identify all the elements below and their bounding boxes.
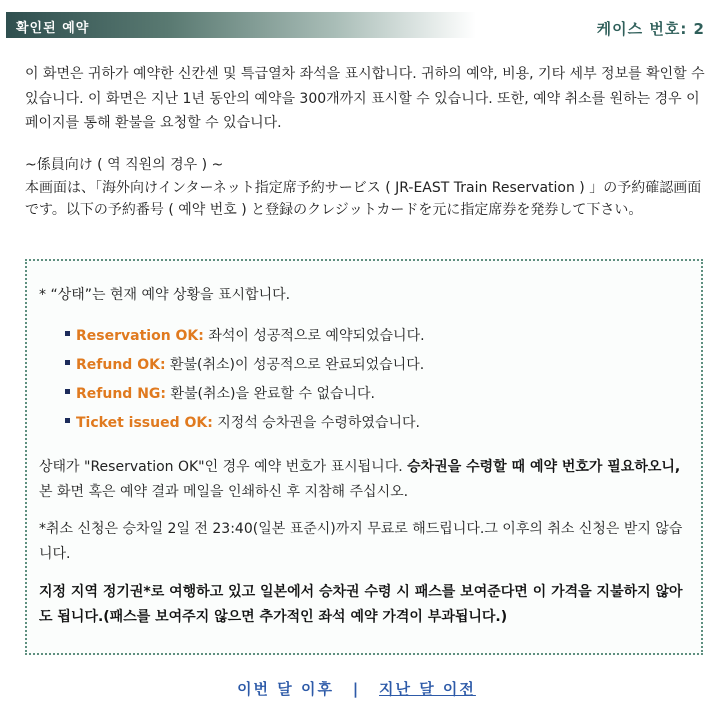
staff-notice [25, 154, 705, 222]
page-title: 확인된 예약 [16, 21, 90, 36]
pass-note: 지정 지역 정기권*로 여행하고 있고 일본에서 승차권 수령 시 패스를 보여준다면 이 가격을 지불하지 않아도 됩니다.(패스를 보여주지 않으면 추가적인 좌석 예약 가격이 부과됩니다.) [39, 584, 683, 625]
note-text-bold: 승차권을 수령할 때 예약 번호가 필요하오니, [407, 459, 681, 475]
status-name: Refund NG: [76, 386, 167, 402]
title-bar [6, 12, 476, 38]
staff-notice-text: 本画面は、「海外向けインターネット指定席予約サービス ( JR-EAST Train Reservation ) 」の予約確認画面です。以下の予約番号 ( 예약 번호 ) と登録のクレジットカードを元に指定席券を発券して下さい。 [25, 179, 702, 218]
bullet-icon [65, 418, 70, 423]
case-number-label: 케이스 번호: 2 [596, 20, 705, 38]
current-period-label: 이번 달 이후 [237, 680, 334, 698]
staff-notice-heading: ~係員向け ( 역 직원의 경우 ) ~ [25, 157, 224, 173]
status-info-box [25, 259, 703, 655]
status-desc: 좌석이 성공적으로 예약되었습니다. [208, 328, 425, 344]
status-name: Reservation OK: [76, 328, 204, 344]
status-desc: 환불(취소)이 성공적으로 완료되었습니다. [170, 357, 425, 373]
status-item-refund-ok [65, 354, 425, 383]
status-name: Refund OK: [76, 357, 166, 373]
status-name: Ticket issued OK: [76, 415, 213, 431]
status-info-lead: * “상태”는 현재 예약 상황을 표시합니다. [39, 287, 291, 303]
cancellation-note: *취소 신청은 승차일 2일 전 23:40(일본 표준시)까지 무료로 해드립니다.그 이후의 취소 신청은 받지 않습니다. [39, 521, 683, 562]
intro-description: 이 화면은 귀하가 예약한 신칸센 및 특급열차 좌석을 표시합니다. 귀하의 예약, 비용, 기타 세부 정보를 확인할 수 있습니다. 이 화면은 지난 1년 동안의 예약을 300개까지 표시할 수 있습니다. 또한, 예약 취소를 원하는 경우 이 페이지를 통해 환불을 요청할 수 있습니다. [25, 66, 705, 131]
status-list [65, 325, 425, 441]
page-header [0, 8, 713, 40]
bullet-icon [65, 331, 70, 336]
note-text-a: 상태가 "Reservation OK"인 경우 예약 번호가 표시됩니다. [39, 459, 408, 475]
status-desc: 환불(취소)을 완료할 수 없습니다. [170, 386, 376, 402]
status-item-reservation-ok [65, 325, 425, 354]
note-text-c: 본 화면 혹은 예약 결과 메일을 인쇄하신 후 지참해 주십시오. [39, 484, 409, 500]
status-item-refund-ng [65, 383, 425, 412]
reservation-number-note [39, 455, 689, 505]
period-navigation [0, 678, 713, 699]
bullet-icon [65, 389, 70, 394]
previous-period-link[interactable]: 지난 달 이전 [379, 680, 476, 698]
nav-separator: | [352, 680, 361, 698]
status-desc: 지정석 승차권을 수령하였습니다. [217, 415, 420, 431]
bullet-icon [65, 360, 70, 365]
status-item-ticket-issued-ok [65, 412, 425, 441]
